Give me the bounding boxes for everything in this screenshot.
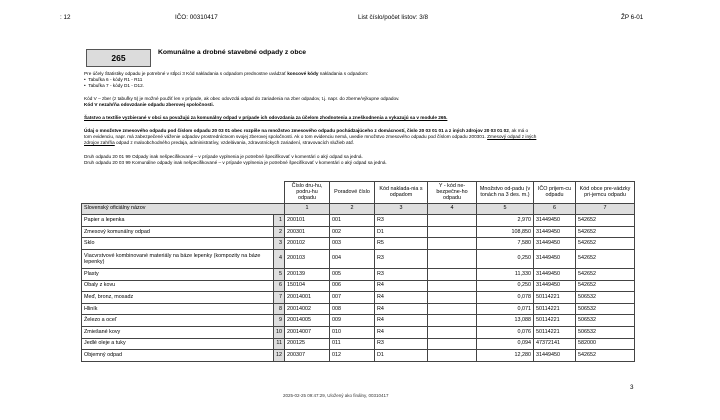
row-name: Objemný odpad: [82, 350, 274, 362]
cell-hazard-code: [428, 326, 477, 338]
cell-handling-code: R3: [375, 215, 428, 227]
table-row: [82, 338, 635, 350]
waste-table: [81, 181, 635, 362]
col-number: 4: [428, 203, 477, 215]
col-number: 6: [534, 203, 576, 215]
cell-waste-code: 200101: [285, 215, 330, 227]
cell-order-number: 001: [330, 215, 375, 227]
instruction-line: Pre účely Štatistiky odpadu je potrebné v stĺpci 3 Kód nakladania s odpadom prednostne uvádzať koncové kódy nakladania s odpadom:: [84, 71, 369, 76]
cell-order-number: 003: [330, 238, 375, 250]
cell-hazard-code: [428, 280, 477, 292]
row-name: Zmiešané kovy: [82, 326, 274, 338]
row-index: 2: [274, 226, 285, 238]
instruction-bullet: • Tabuľka 6 - kódy R1 - R11: [84, 77, 143, 82]
cell-quantity: 11,330: [477, 268, 534, 280]
cell-order-number: 006: [330, 280, 375, 292]
table-row: [82, 226, 635, 238]
cell-recipient-municipality: 542652: [576, 350, 635, 362]
cell-handling-code: R3: [375, 268, 428, 280]
cell-order-number: 011: [330, 338, 375, 350]
cell-recipient-municipality: 542652: [576, 238, 635, 250]
cell-hazard-code: [428, 315, 477, 327]
cell-hazard-code: [428, 292, 477, 304]
row-index: 4: [274, 249, 285, 268]
col-header-handling-code: Kód naklada-nia s odpadom: [375, 182, 428, 204]
cell-waste-code: 20014007: [285, 326, 330, 338]
cell-handling-code: R3: [375, 249, 428, 268]
cell-quantity: 0,076: [477, 326, 534, 338]
cell-order-number: 009: [330, 315, 375, 327]
instruction-line: Druh odpadu 20 03 99 Komunálne odpady inak nešpecifikované – v prípade vyplnenia je potrebné špecifikovať v komentári o aký odpad sa jedná.: [84, 160, 387, 165]
table-row: [82, 326, 635, 338]
row-index: 11: [274, 338, 285, 350]
cell-handling-code: R3: [375, 338, 428, 350]
row-name: Sklo: [82, 238, 274, 250]
row-name: Hliník: [82, 303, 274, 315]
col-header-quantity: Množstvo od-padu (v tonách na 3 des. m.): [477, 182, 534, 204]
row-name: Jedlé oleje a tuky: [82, 338, 274, 350]
footer-saved-status: 2025-02-25 09:47:29, Uložený ako finálny, 00310417: [283, 393, 389, 398]
cell-recipient-municipality: 506532: [576, 315, 635, 327]
col-number: 7: [576, 203, 635, 215]
table-row: [82, 249, 635, 268]
instruction-line-textile: Šatstvo a textílie vyzbierané v obci sa považujú za komunálny odpad v prípade ich odovzdania za účelom zhodnotenia a zneškodnenia a vykazujú sa v module 265.: [84, 115, 448, 120]
cell-quantity: 0,094: [477, 338, 534, 350]
row-name: Zmesový komunálny odpad: [82, 226, 274, 238]
col-header-recipient-municipality: Kód obce pre-vádzky pri-jemcu odpadu: [576, 182, 635, 204]
cell-quantity: 13,088: [477, 315, 534, 327]
cell-waste-code: 200103: [285, 249, 330, 268]
table-column-numbers-row: [82, 203, 635, 215]
cell-quantity: 0,071: [477, 303, 534, 315]
col-header-name: Slovenský oficiálny názov: [82, 203, 285, 215]
row-index: 8: [274, 303, 285, 315]
cell-quantity: 108,850: [477, 226, 534, 238]
cell-handling-code: D1: [375, 226, 428, 238]
cell-quantity: 7,580: [477, 238, 534, 250]
instruction-line: Kód V – zber (z tabuľky 5) je možné použiť len v prípade, ak obec odovzdá odpad do zariadenia na zber odpadov, t.j. napr. do zberne/výkupne odpadov.: [84, 96, 400, 101]
cell-handling-code: R4: [375, 303, 428, 315]
col-number: 1: [285, 203, 330, 215]
cell-recipient-ico: 31449450: [534, 249, 576, 268]
instruction-line: tom evidenciu, napr. má zabezpečené váženie odpadov prostredníctvom svojej zberovej spoločnosti. Ak o tom evidenciu nemá, uvedie množstvo zmesového odpadu pod číslom odpadu 200301. Zmesový odpad z iných: [84, 134, 537, 139]
cell-recipient-municipality: 542652: [576, 226, 635, 238]
row-name: Plasty: [82, 268, 274, 280]
row-name: Obaly z kovu: [82, 280, 274, 292]
row-name: Železo a oceľ: [82, 315, 274, 327]
cell-order-number: 005: [330, 268, 375, 280]
row-name: Meď, bronz, mosadz: [82, 292, 274, 304]
cell-hazard-code: [428, 215, 477, 227]
cell-waste-code: 200307: [285, 350, 330, 362]
cell-order-number: 004: [330, 249, 375, 268]
cell-handling-code: R4: [375, 326, 428, 338]
cell-waste-code: 20014005: [285, 315, 330, 327]
cell-recipient-ico: 31449450: [534, 268, 576, 280]
cell-handling-code: R5: [375, 238, 428, 250]
cell-handling-code: R4: [375, 315, 428, 327]
cell-recipient-ico: 50114221: [534, 326, 576, 338]
row-index: 3: [274, 238, 285, 250]
page-number: 3: [630, 384, 634, 391]
row-index: 12: [274, 350, 285, 362]
cell-recipient-ico: 50114221: [534, 315, 576, 327]
table-row: [82, 268, 635, 280]
col-header-order-number: Poradové číslo: [330, 182, 375, 204]
row-index: 5: [274, 268, 285, 280]
cell-waste-code: 200102: [285, 238, 330, 250]
cell-recipient-municipality: 506532: [576, 326, 635, 338]
cell-handling-code: R4: [375, 280, 428, 292]
row-index: 7: [274, 292, 285, 304]
cell-recipient-ico: 47372141: [534, 338, 576, 350]
instruction-line: Údaj o množstve zmesového odpadu pod číslom odpadu 20 03 01 obec rozpíše na množstvo zmesového odpadu pochádzajúceho z domácností, číslo 20 03 01 01 a z iných zdrojov 20 03 01 02, ak má o: [84, 128, 529, 133]
cell-recipient-ico: 31449450: [534, 280, 576, 292]
section-number-box: 265: [86, 49, 151, 67]
col-number: 3: [375, 203, 428, 215]
cell-handling-code: R4: [375, 292, 428, 304]
cell-quantity: 0,250: [477, 280, 534, 292]
instruction-bullet: • Tabuľka 7 - kódy D1 - D12.: [84, 83, 145, 88]
col-header-recipient-ico: IČO prijem-cu odpadu: [534, 182, 576, 204]
cell-order-number: 007: [330, 292, 375, 304]
instruction-line-bold: Kód V nezahŕňa odovzdanie odpadu zberovej spoločnosti.: [84, 102, 214, 107]
cell-recipient-municipality: 542652: [576, 249, 635, 268]
cell-recipient-municipality: 506532: [576, 292, 635, 304]
section-title: Komunálne a drobné stavebné odpady z obce: [158, 49, 307, 56]
cell-quantity: 0,250: [477, 249, 534, 268]
cell-recipient-municipality: 506532: [576, 303, 635, 315]
cell-hazard-code: [428, 226, 477, 238]
cell-hazard-code: [428, 249, 477, 268]
row-index: 10: [274, 326, 285, 338]
col-number: 2: [330, 203, 375, 215]
cell-hazard-code: [428, 303, 477, 315]
table-row: [82, 303, 635, 315]
table-row: [82, 215, 635, 227]
header-sheet-count: List číslo/počet listov: 3/8: [358, 14, 428, 21]
cell-quantity: 0,078: [477, 292, 534, 304]
col-header-waste-code: Číslo dru-hu, podru-hu odpadu: [285, 182, 330, 204]
cell-recipient-ico: 31449450: [534, 238, 576, 250]
instruction-line: zdrojov zahŕňa odpad z maloobchodného predaja, administratívy, vzdelávania, zdravotníckych zariadení, stravovacích služieb atď.: [84, 140, 355, 145]
cell-quantity: 12,280: [477, 350, 534, 362]
cell-recipient-municipality: 542652: [576, 215, 635, 227]
row-name: Papier a lepenka: [82, 215, 274, 227]
table-row: [82, 350, 635, 362]
cell-recipient-ico: 31449450: [534, 226, 576, 238]
cell-waste-code: 20014001: [285, 292, 330, 304]
cell-hazard-code: [428, 350, 477, 362]
cell-waste-code: 200301: [285, 226, 330, 238]
col-number: 5: [477, 203, 534, 215]
cell-hazard-code: [428, 238, 477, 250]
cell-waste-code: 20014002: [285, 303, 330, 315]
cell-quantity: 2,970: [477, 215, 534, 227]
cell-hazard-code: [428, 338, 477, 350]
cell-recipient-municipality: 582000: [576, 338, 635, 350]
cell-hazard-code: [428, 268, 477, 280]
cell-handling-code: D1: [375, 350, 428, 362]
cell-recipient-municipality: 542652: [576, 268, 635, 280]
cell-waste-code: 200125: [285, 338, 330, 350]
cell-recipient-ico: 31449450: [534, 350, 576, 362]
row-index: 1: [274, 215, 285, 227]
table-row: [82, 315, 635, 327]
cell-recipient-ico: 50114221: [534, 292, 576, 304]
header-form-code: ŽP 6-01: [621, 14, 644, 21]
cell-waste-code: 150104: [285, 280, 330, 292]
table-row: [82, 292, 635, 304]
cell-recipient-municipality: 542652: [576, 280, 635, 292]
table-row: [82, 280, 635, 292]
row-index: 9: [274, 315, 285, 327]
header-form-number: : 12: [60, 14, 71, 21]
cell-recipient-ico: 50114221: [534, 303, 576, 315]
col-header-hazard-code: Y - kód ne-bezpečne-ho odpadu: [428, 182, 477, 204]
row-name: Viacvrstvové kombinované materiály na báze lepenky (kompozity na báze lepenky): [82, 249, 274, 268]
instruction-line: Druh odpadu 20 01 99 Odpady inak nešpecifikované – v prípade vyplnenia je potrebné špecifikovať v komentári o aký odpad sa jedná.: [84, 154, 363, 159]
table-header-row: [82, 182, 635, 204]
table-row: [82, 238, 635, 250]
cell-order-number: 012: [330, 350, 375, 362]
cell-waste-code: 200139: [285, 268, 330, 280]
cell-recipient-ico: 31449450: [534, 215, 576, 227]
cell-order-number: 010: [330, 326, 375, 338]
header-ico: IČO: 00310417: [175, 14, 218, 21]
cell-order-number: 002: [330, 226, 375, 238]
cell-order-number: 008: [330, 303, 375, 315]
row-index: 6: [274, 280, 285, 292]
